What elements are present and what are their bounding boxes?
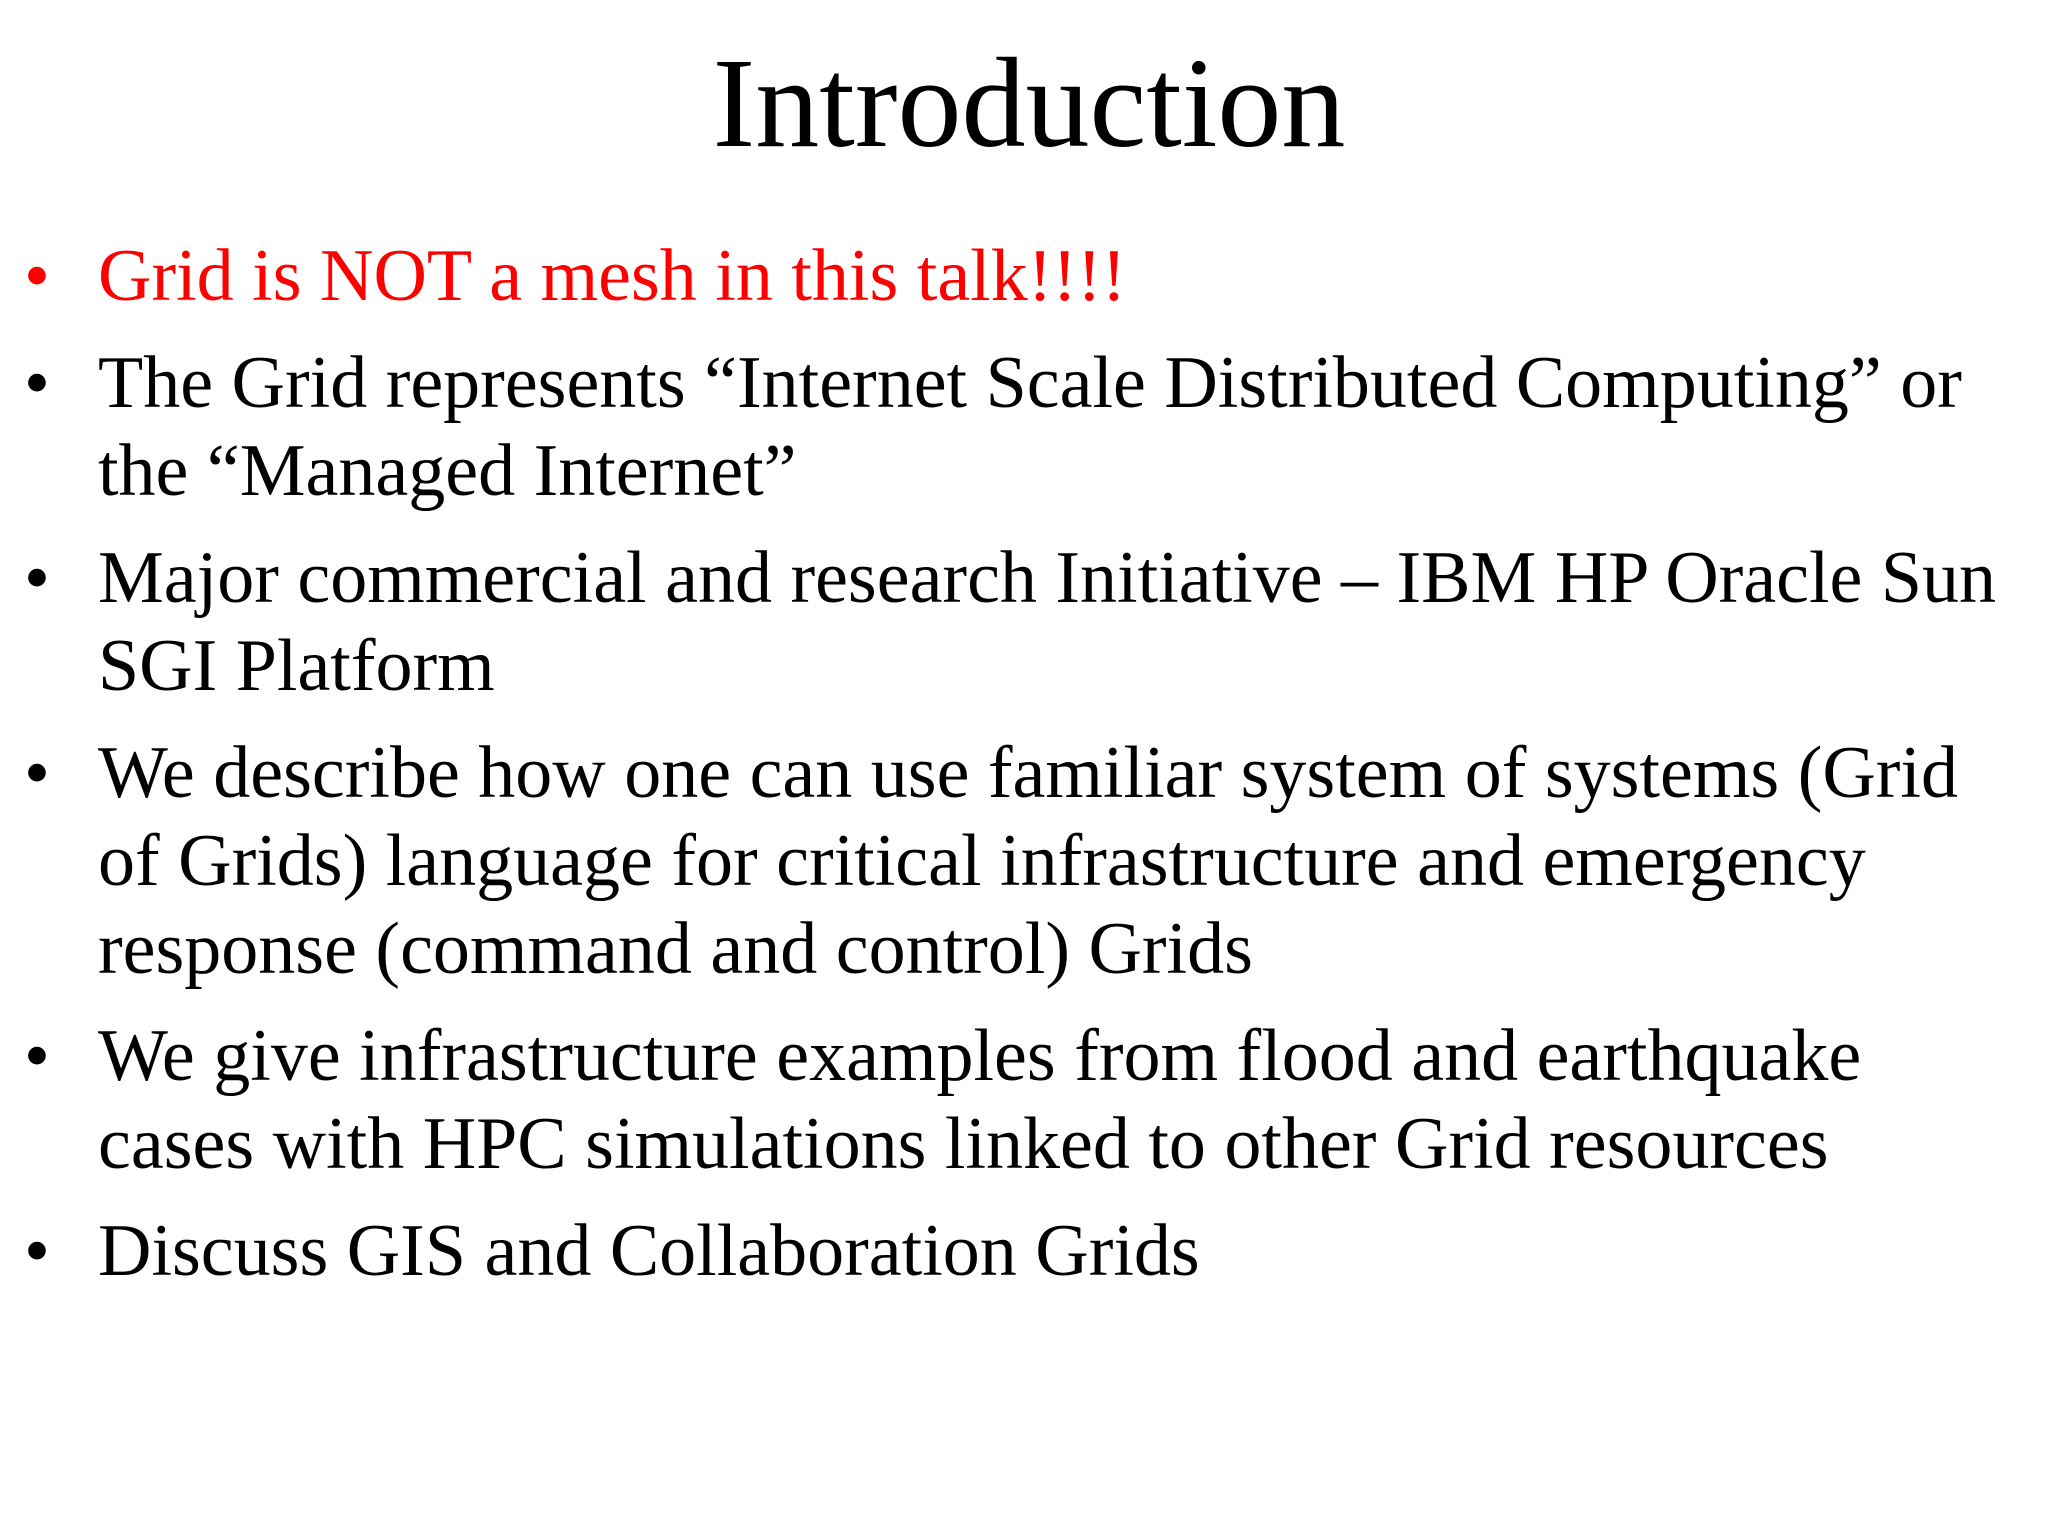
bullet-text: We describe how one can use familiar system of systems (Grid of Grids) language for critical infrastructure and emergency response (command and control) Grids <box>98 732 1958 990</box>
bullet-text: We give infrastructure examples from flood and earthquake cases with HPC simulations linked to other Grid resources <box>98 1015 1862 1185</box>
bullet-dot-icon: • <box>24 1015 50 1097</box>
bullet-item <box>0 1207 2048 1295</box>
bullet-item <box>0 339 2048 515</box>
bullet-item <box>0 1012 2048 1188</box>
bullet-dot-icon: • <box>24 537 50 619</box>
bullet-item <box>0 729 2048 993</box>
bullet-text: The Grid represents “Internet Scale Distributed Computing” or the “Managed Internet” <box>98 342 1962 512</box>
bullet-text: Grid is NOT a mesh in this talk!!!! <box>98 235 1127 317</box>
bullet-item <box>0 534 2048 710</box>
bullet-dot-icon: • <box>24 1210 50 1292</box>
slide-title: Introduction <box>712 32 1346 174</box>
bullet-text: Discuss GIS and Collaboration Grids <box>98 1210 1200 1292</box>
bullet-item <box>0 232 2048 320</box>
bullet-dot-icon: • <box>24 342 50 424</box>
bullet-text: Major commercial and research Initiative – IBM HP Oracle Sun SGI Platform <box>98 537 1997 707</box>
bullet-dot-icon: • <box>24 235 50 317</box>
bullet-dot-icon: • <box>24 732 50 814</box>
bullet-list <box>0 232 2048 1314</box>
